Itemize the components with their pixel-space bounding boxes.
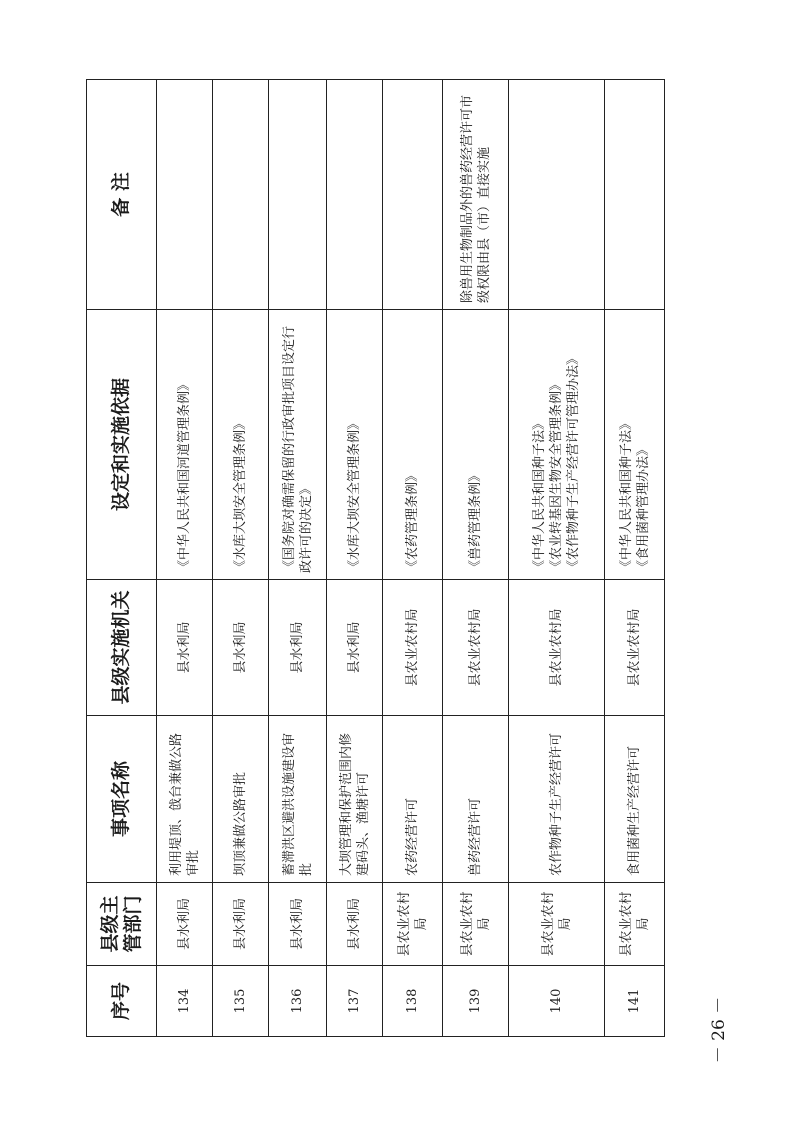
- cell-dept: 县农业农村局: [443, 883, 509, 966]
- cell-basis: 《水库大坝安全管理条例》: [213, 310, 269, 580]
- cell-org: 县水利局: [157, 580, 213, 716]
- table-header-row: [87, 80, 157, 1037]
- cell-org: 县农业农村局: [443, 580, 509, 716]
- cell-dept: 县水利局: [327, 883, 383, 966]
- cell-seq: 137: [327, 966, 383, 1037]
- cell-remark: [327, 80, 383, 310]
- cell-basis: 《中华人民共和国种子法》 《食用菌种管理办法》: [605, 310, 665, 580]
- cell-seq: 136: [269, 966, 327, 1037]
- header-dept: 县级主管部门: [87, 883, 157, 966]
- cell-item: 食用菌种生产经营许可: [605, 716, 665, 883]
- cell-item: 坝顶兼做公路审批: [213, 716, 269, 883]
- cell-org: 县农业农村局: [509, 580, 605, 716]
- cell-dept: 县水利局: [213, 883, 269, 966]
- cell-org: 县农业农村局: [605, 580, 665, 716]
- cell-seq: 135: [213, 966, 269, 1037]
- cell-item: 利用堤顶、戗台兼做公路审批: [157, 716, 213, 883]
- cell-org: 县农业农村局: [383, 580, 443, 716]
- cell-remark: [605, 80, 665, 310]
- cell-item: 农药经营许可: [383, 716, 443, 883]
- cell-basis: 《国务院对确需保留的行政审批项目设定行政许可的决定》: [269, 310, 327, 580]
- header-basis: 设定和实施依据: [87, 310, 157, 580]
- cell-item: 蓄滞洪区避洪设施建设审批: [269, 716, 327, 883]
- table-row: [443, 80, 509, 1037]
- approval-items-table: [86, 79, 665, 1037]
- cell-basis: 《农药管理条例》: [383, 310, 443, 580]
- table-row: [213, 80, 269, 1037]
- page-number: － 26 －: [708, 996, 729, 1064]
- cell-seq: 140: [509, 966, 605, 1037]
- cell-remark: [213, 80, 269, 310]
- cell-org: 县水利局: [269, 580, 327, 716]
- cell-dept: 县农业农村局: [605, 883, 665, 966]
- header-seq: 序号: [87, 966, 157, 1037]
- cell-basis: 《中华人民共和国种子法》 《农业转基因生物安全管理条例》 《农作物种子生产经营许可管理办法》: [509, 310, 605, 580]
- cell-org: 县水利局: [213, 580, 269, 716]
- header-org: 县级实施机关: [87, 580, 157, 716]
- cell-dept: 县农业农村局: [509, 883, 605, 966]
- table-row: [157, 80, 213, 1037]
- cell-remark: [509, 80, 605, 310]
- cell-basis: 《兽药管理条例》: [443, 310, 509, 580]
- table-row: [509, 80, 605, 1037]
- table-row: [605, 80, 665, 1037]
- table-row: [383, 80, 443, 1037]
- cell-basis: 《中华人民共和国河道管理条例》: [157, 310, 213, 580]
- cell-remark: [383, 80, 443, 310]
- cell-item: 大坝管理和保护范围内修建码头、渔塘许可: [327, 716, 383, 883]
- cell-basis: 《水库大坝安全管理条例》: [327, 310, 383, 580]
- cell-remark: [157, 80, 213, 310]
- cell-dept: 县水利局: [157, 883, 213, 966]
- table-row: [269, 80, 327, 1037]
- cell-item: 农作物种子生产经营许可: [509, 716, 605, 883]
- header-item: 事项名称: [87, 716, 157, 883]
- header-remark: 备 注: [87, 80, 157, 310]
- cell-remark: 除兽用生物制品外的兽药经营许可市级权限由县（市）直接实施: [443, 80, 509, 310]
- cell-seq: 138: [383, 966, 443, 1037]
- rotated-table-container: [86, 80, 664, 1037]
- cell-seq: 134: [157, 966, 213, 1037]
- cell-remark: [269, 80, 327, 310]
- cell-org: 县水利局: [327, 580, 383, 716]
- cell-seq: 139: [443, 966, 509, 1037]
- cell-seq: 141: [605, 966, 665, 1037]
- cell-dept: 县水利局: [269, 883, 327, 966]
- cell-dept: 县农业农村局: [383, 883, 443, 966]
- cell-item: 兽药经营许可: [443, 716, 509, 883]
- table-row: [327, 80, 383, 1037]
